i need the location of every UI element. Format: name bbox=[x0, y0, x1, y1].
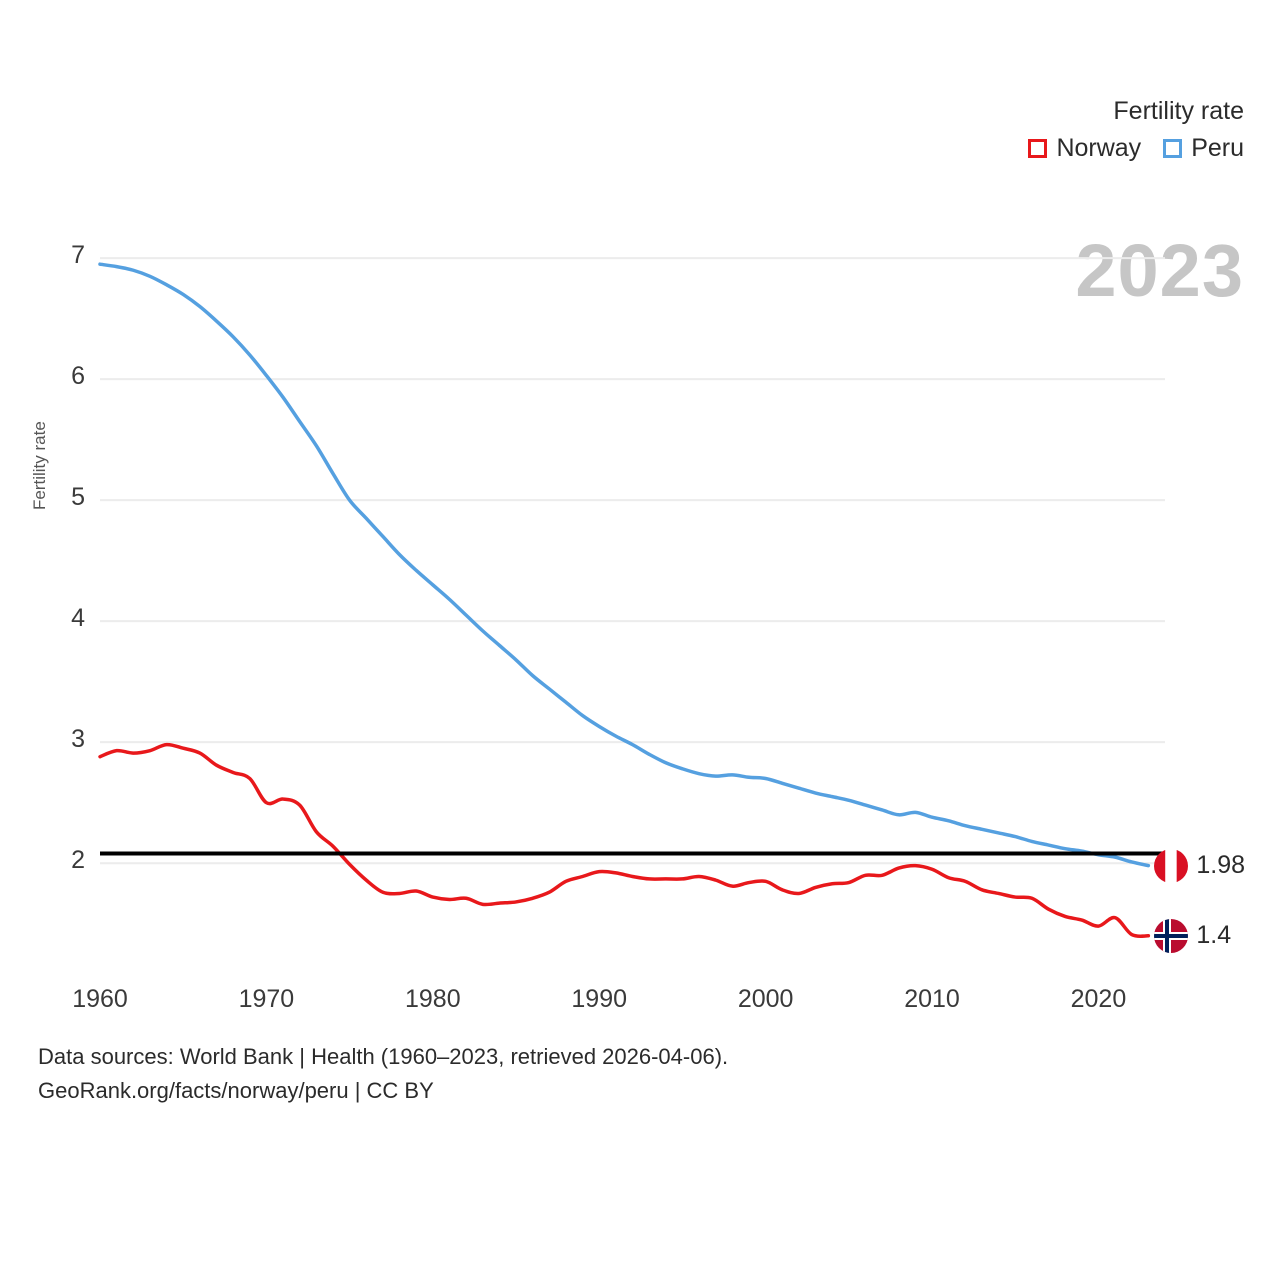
series-line-peru bbox=[100, 264, 1148, 865]
y-axis-title: Fertility rate bbox=[30, 421, 49, 510]
chart-legend bbox=[1028, 96, 1244, 163]
norway-end-marker bbox=[1154, 919, 1231, 953]
x-tick-label: 2010 bbox=[904, 985, 960, 1013]
y-tick-label: 3 bbox=[71, 725, 85, 754]
year-watermark: 2023 bbox=[1075, 229, 1244, 312]
x-tick-label: 2000 bbox=[737, 985, 794, 1013]
series-lines bbox=[100, 264, 1148, 936]
plot-area bbox=[100, 240, 1165, 960]
norway-end-value: 1.4 bbox=[1196, 921, 1232, 950]
x-tick-label: 1960 bbox=[72, 985, 128, 1013]
x-tick-label: 1970 bbox=[238, 985, 295, 1013]
y-tick-label: 4 bbox=[71, 604, 85, 633]
peru-flag-icon bbox=[1154, 849, 1188, 883]
legend-item-norway[interactable] bbox=[1028, 134, 1141, 163]
footer-line-2: GeoRank.org/facts/norway/peru | CC BY bbox=[38, 1078, 434, 1104]
gridlines bbox=[100, 258, 1165, 863]
legend-label-peru: Peru bbox=[1191, 134, 1244, 162]
x-tick-label: 1990 bbox=[571, 985, 628, 1013]
x-tick-label: 2020 bbox=[1070, 985, 1127, 1013]
series-line-norway bbox=[100, 745, 1148, 937]
y-tick-label: 7 bbox=[71, 241, 85, 270]
legend-item-peru[interactable] bbox=[1163, 134, 1244, 163]
legend-items bbox=[1028, 134, 1244, 163]
norway-flag-icon bbox=[1154, 919, 1188, 953]
y-tick-label: 6 bbox=[71, 362, 85, 391]
footer-sources bbox=[38, 1040, 728, 1108]
y-tick-label: 2 bbox=[71, 846, 85, 875]
footer-line-1: Data sources: World Bank | Health (1960–2023, retrieved 2026-04-06). bbox=[38, 1044, 729, 1069]
legend-label-norway: Norway bbox=[1056, 134, 1142, 162]
x-tick-label: 1980 bbox=[405, 985, 461, 1013]
peru-end-value: 1.98 bbox=[1196, 851, 1246, 880]
legend-title: Fertility rate bbox=[1113, 97, 1244, 125]
legend-swatch-peru bbox=[1163, 139, 1182, 158]
y-tick-label: 5 bbox=[71, 483, 85, 512]
plot-svg bbox=[100, 240, 1165, 960]
peru-end-marker bbox=[1154, 849, 1245, 883]
legend-swatch-norway bbox=[1028, 139, 1047, 158]
